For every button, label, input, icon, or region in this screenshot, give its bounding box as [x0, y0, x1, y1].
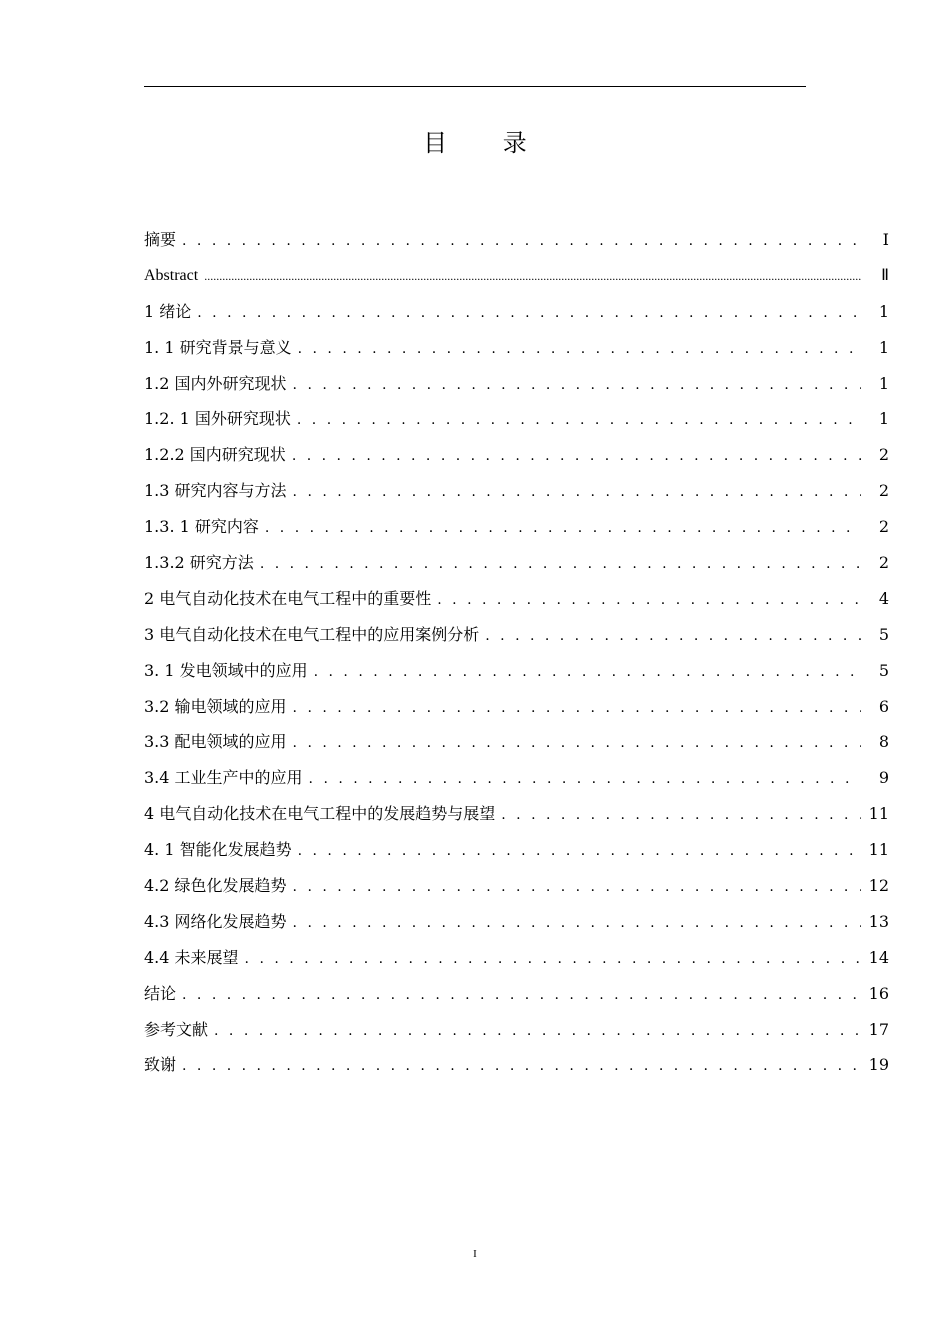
- toc-entry-page: 17: [868, 1019, 889, 1039]
- toc-entry-page: 5: [878, 624, 889, 644]
- toc-entry-page: 1: [878, 337, 889, 357]
- toc-entry-page: 2: [878, 481, 889, 501]
- toc-entry[interactable]: [144, 294, 889, 330]
- toc-entry[interactable]: [144, 1047, 889, 1083]
- toc-entry-page: 1: [878, 301, 889, 321]
- toc-entry[interactable]: [144, 366, 889, 402]
- toc-entry-label: 3.2 输电领域的应用: [144, 696, 287, 716]
- toc-entry[interactable]: [144, 222, 889, 258]
- toc-leader: [293, 691, 861, 727]
- toc-leader: [260, 547, 861, 583]
- toc-entry[interactable]: [144, 868, 889, 904]
- toc-entry[interactable]: [144, 473, 889, 509]
- toc-leader: [293, 870, 861, 906]
- toc-entry[interactable]: [144, 401, 889, 437]
- toc-entry-page: Ⅱ: [881, 266, 889, 284]
- toc-entry-page: 11: [868, 804, 889, 824]
- toc-leader: [309, 762, 861, 798]
- toc-leader: [182, 1049, 861, 1085]
- toc-entry-label: 4 电气自动化技术在电气工程中的发展趋势与展望: [144, 804, 496, 824]
- toc-entry-page: 1: [878, 409, 889, 429]
- toc-entry-label: 1.2 国内外研究现状: [144, 373, 287, 393]
- toc-leader: [182, 978, 861, 1014]
- toc-entry-label: 3 电气自动化技术在电气工程中的应用案例分析: [144, 624, 480, 644]
- toc-entry-page: 6: [878, 696, 889, 716]
- toc-entry[interactable]: [144, 437, 889, 473]
- toc-entry-label: Abstract: [144, 266, 199, 284]
- toc-leader: [485, 619, 861, 655]
- toc-entry-label: 1. 1 研究背景与意义: [144, 337, 292, 357]
- toc-entry[interactable]: [144, 581, 889, 617]
- toc-entry-label: 4.3 网络化发展趋势: [144, 911, 287, 931]
- toc-leader: [182, 224, 861, 260]
- toc-entry-label: 3.4 工业生产中的应用: [144, 768, 303, 788]
- toc-entry[interactable]: [144, 617, 889, 653]
- toc-entry-label: 1.2.2 国内研究现状: [144, 445, 286, 465]
- toc-entry[interactable]: [144, 904, 889, 940]
- toc-entry[interactable]: [144, 653, 889, 689]
- toc-entry-label: 3. 1 发电领域中的应用: [144, 660, 308, 680]
- toc-leader: [437, 583, 861, 619]
- toc-entry[interactable]: [144, 509, 889, 545]
- toc-entry-label: 4.4 未来展望: [144, 947, 239, 967]
- toc-entry[interactable]: [144, 796, 889, 832]
- toc-entry-page: 1: [878, 373, 889, 393]
- toc-leader: [501, 798, 861, 834]
- toc-leader: [293, 726, 861, 762]
- table-of-contents: [144, 222, 889, 1083]
- toc-leader: [245, 942, 861, 978]
- toc-entry[interactable]: [144, 724, 889, 760]
- toc-entry[interactable]: [144, 258, 889, 294]
- toc-entry-page: 2: [878, 445, 889, 465]
- toc-leader: [204, 259, 861, 295]
- toc-entry-page: 4: [878, 588, 889, 608]
- toc-entry-page: 11: [868, 840, 889, 860]
- toc-entry-page: 5: [878, 660, 889, 680]
- toc-leader: [293, 368, 861, 404]
- toc-leader: [197, 296, 861, 332]
- toc-entry-page: 2: [878, 553, 889, 573]
- toc-leader: [265, 511, 861, 547]
- toc-entry[interactable]: [144, 545, 889, 581]
- toc-entry-label: 致谢: [144, 1055, 177, 1075]
- toc-entry-label: 结论: [144, 983, 177, 1003]
- toc-leader: [293, 475, 861, 511]
- toc-entry-label: 3.3 配电领域的应用: [144, 732, 287, 752]
- toc-leader: [292, 439, 861, 475]
- toc-entry-label: 摘要: [144, 230, 177, 249]
- toc-entry[interactable]: [144, 330, 889, 366]
- toc-entry[interactable]: [144, 760, 889, 796]
- toc-entry-page: 16: [868, 983, 889, 1003]
- toc-entry-label: 参考文献: [144, 1019, 209, 1039]
- toc-entry[interactable]: [144, 976, 889, 1012]
- toc-entry[interactable]: [144, 689, 889, 725]
- toc-leader: [214, 1014, 861, 1050]
- toc-entry-label: 4. 1 智能化发展趋势: [144, 840, 292, 860]
- toc-leader: [314, 655, 861, 691]
- toc-entry-page: 2: [878, 517, 889, 537]
- toc-entry-label: 1 绪论: [144, 301, 192, 321]
- toc-entry-label: 1.2. 1 国外研究现状: [144, 409, 291, 429]
- toc-entry-page: 13: [868, 911, 889, 931]
- toc-entry-page: 8: [878, 732, 889, 752]
- toc-entry-page: 12: [868, 876, 889, 896]
- toc-entry-page: Ⅰ: [882, 230, 889, 249]
- toc-entry-page: 19: [868, 1055, 889, 1075]
- header-rule: [144, 86, 806, 87]
- toc-entry[interactable]: [144, 1012, 889, 1048]
- page-number: I: [473, 1248, 477, 1260]
- toc-entry-label: 1.3. 1 研究内容: [144, 517, 259, 537]
- toc-entry-label: 1.3 研究内容与方法: [144, 481, 287, 501]
- toc-leader: [298, 834, 861, 870]
- toc-entry-page: 9: [878, 768, 889, 788]
- toc-entry[interactable]: [144, 940, 889, 976]
- page-title: 目 录: [423, 129, 551, 157]
- toc-leader: [293, 906, 861, 942]
- toc-entry-label: 2 电气自动化技术在电气工程中的重要性: [144, 588, 432, 608]
- toc-entry-page: 14: [868, 947, 889, 967]
- toc-leader: [298, 332, 861, 368]
- toc-leader: [297, 403, 861, 439]
- toc-entry[interactable]: [144, 832, 889, 868]
- toc-entry-label: 4.2 绿色化发展趋势: [144, 876, 287, 896]
- toc-entry-label: 1.3.2 研究方法: [144, 553, 254, 573]
